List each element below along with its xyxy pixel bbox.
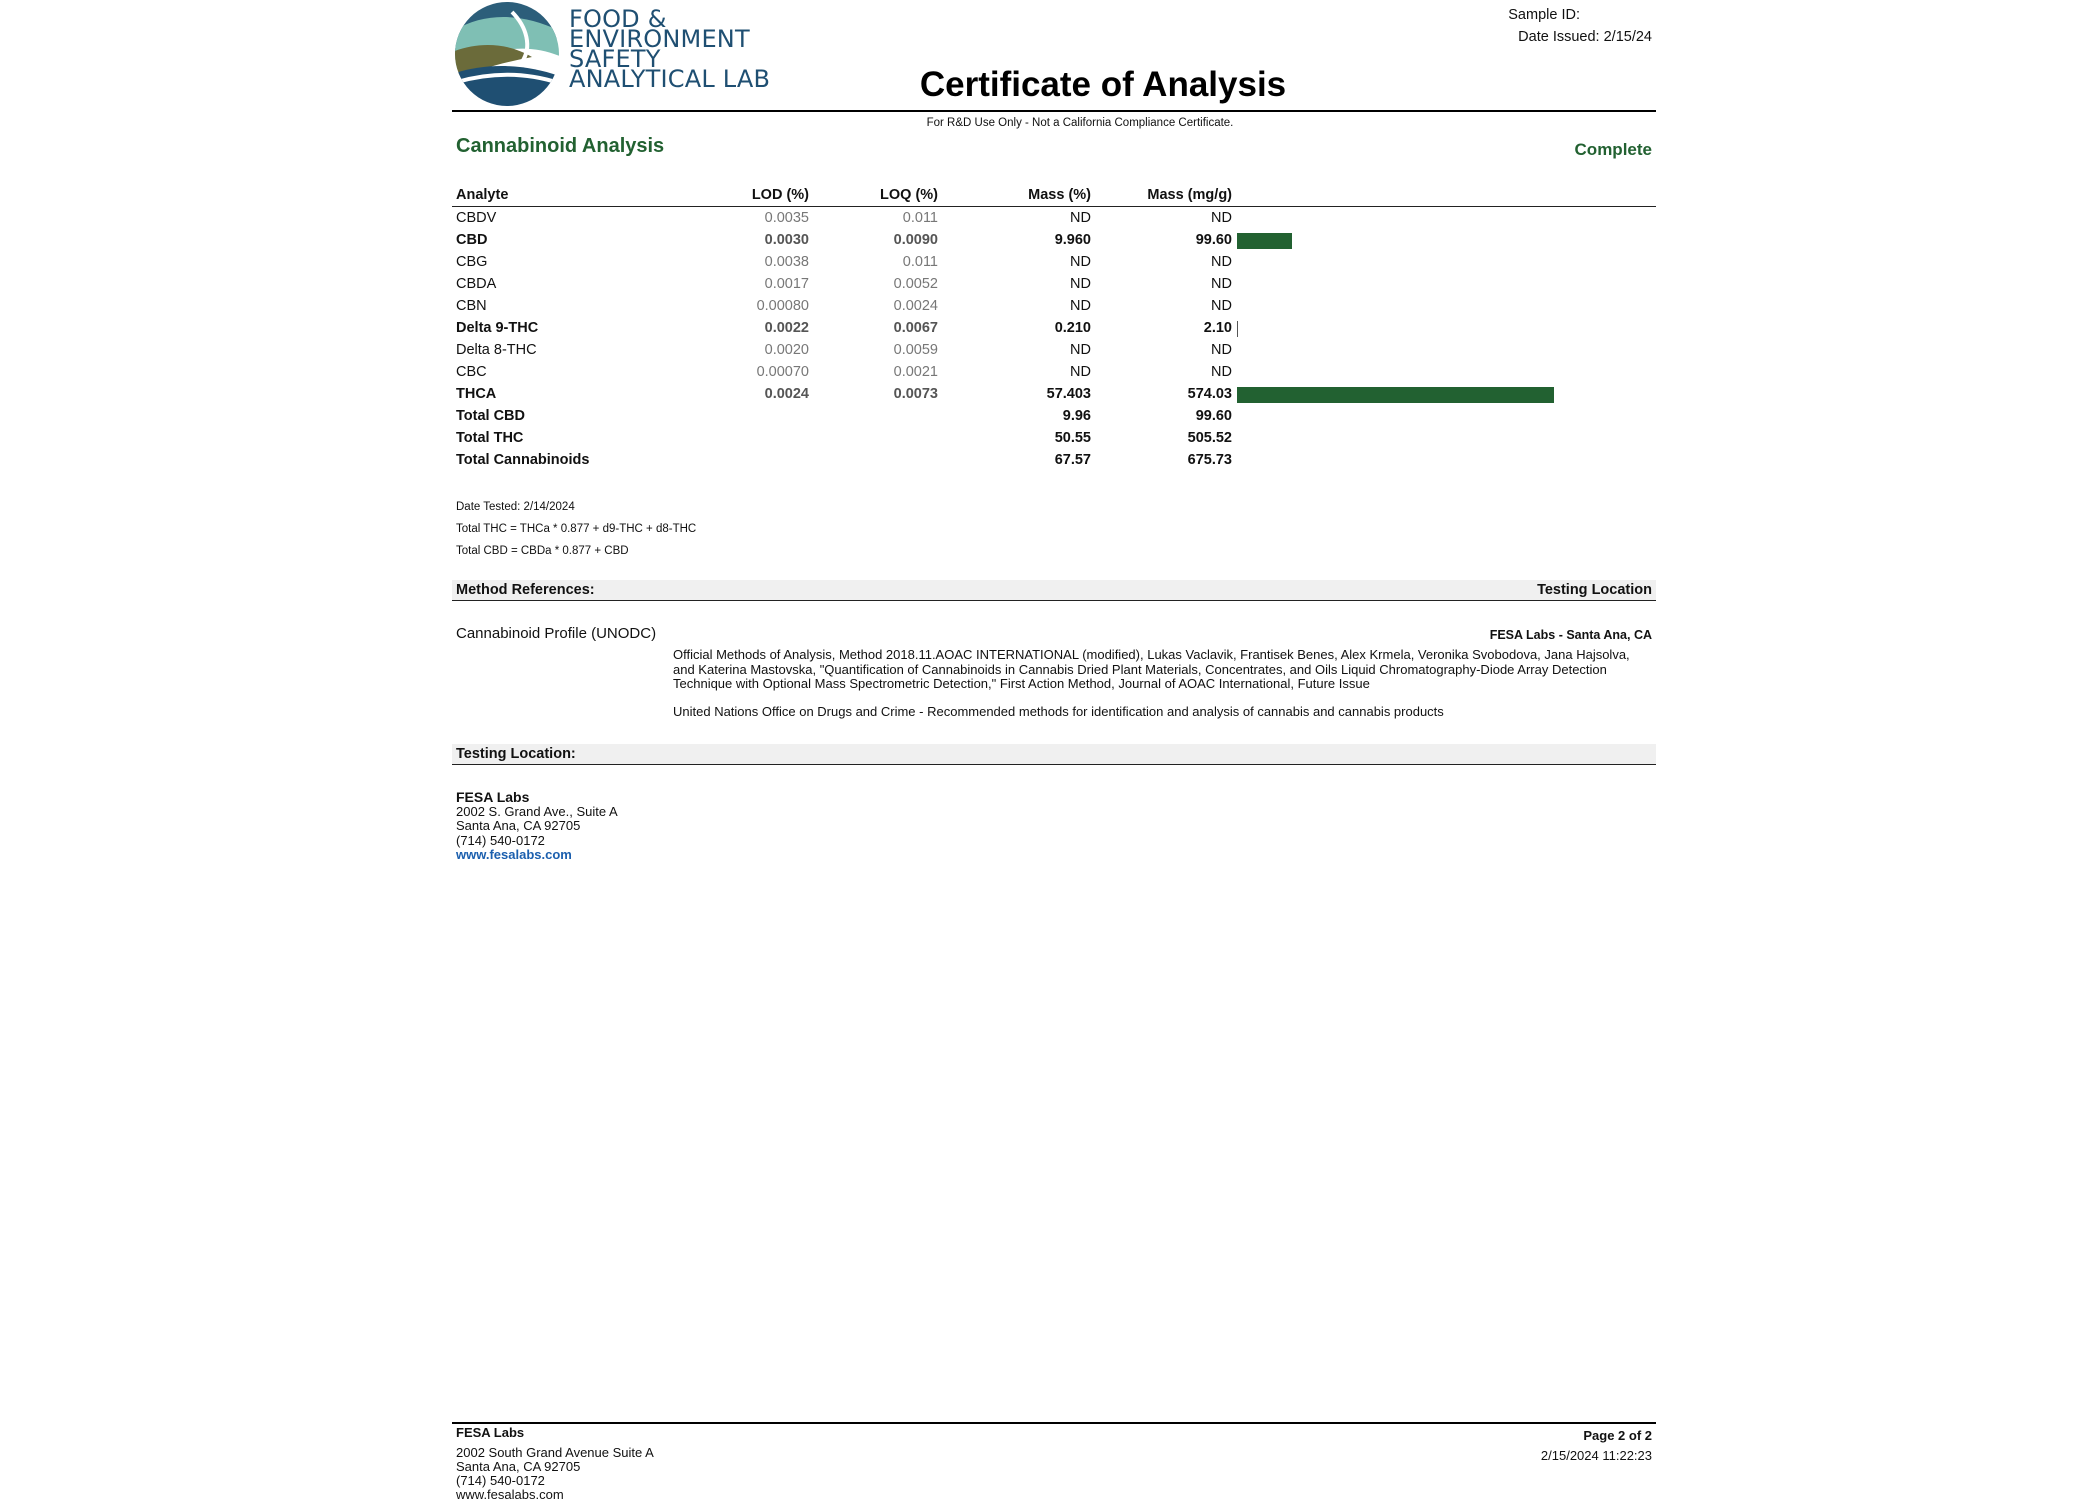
analyte-name: CBD [456, 232, 488, 248]
table-row [452, 295, 1656, 317]
date-issued: Date Issued: 2/15/24 [1518, 29, 1652, 45]
mass-pct-value: ND [1070, 298, 1091, 314]
cannabinoid-table [452, 184, 1656, 471]
thc-formula: Total THC = THCa * 0.877 + d9-THC + d8-THC [456, 523, 697, 535]
certificate-page [452, 0, 1656, 1500]
mass-pct-value: 57.403 [1046, 386, 1091, 402]
lod-value: 0.0017 [764, 276, 809, 292]
mass-mg-value: ND [1211, 342, 1232, 358]
logo-line: SAFETY [569, 45, 661, 73]
mass-mg-value: ND [1211, 276, 1232, 292]
total-row [452, 449, 1656, 471]
method-reference-2: United Nations Office on Drugs and Crime - Recommended methods for identification and analysis of cannabis and cannabis products [673, 704, 1444, 719]
testing-location-header [452, 744, 1656, 765]
footer-lab-name: FESA Labs [456, 1425, 525, 1440]
lod-value: 0.0022 [764, 320, 809, 336]
mass-pct-value: ND [1070, 254, 1091, 270]
lod-value: 0.00080 [756, 298, 809, 314]
footer-street: 2002 South Grand Avenue Suite A [456, 1445, 654, 1460]
total-mass-mg: 99.60 [1195, 408, 1232, 424]
mass-mg-value: 574.03 [1187, 386, 1232, 402]
total-row [452, 427, 1656, 449]
total-mass-pct: 67.57 [1054, 452, 1091, 468]
lod-value: 0.0020 [764, 342, 809, 358]
col-analyte: Analyte [456, 187, 509, 203]
lod-value: 0.0038 [764, 254, 809, 270]
date-tested: Date Tested: 2/14/2024 [456, 501, 575, 513]
loq-value: 0.0021 [893, 364, 938, 380]
table-row [452, 339, 1656, 361]
status-badge: Complete [1574, 140, 1652, 159]
footer-website: www.fesalabs.com [456, 1487, 564, 1502]
mass-bar [1237, 233, 1292, 249]
section-title: Cannabinoid Analysis [456, 135, 665, 157]
mass-mg-value: ND [1211, 364, 1232, 380]
footer-meta [1541, 1426, 1652, 1466]
print-timestamp: 2/15/2024 11:22:23 [1540, 1448, 1652, 1463]
loq-value: 0.011 [902, 254, 938, 270]
table-row [452, 361, 1656, 383]
lod-value: 0.0024 [764, 386, 809, 402]
loq-value: 0.0052 [893, 276, 938, 292]
analysis-notes [456, 496, 696, 562]
total-label: Total THC [456, 430, 524, 446]
compliance-note: For R&D Use Only - Not a California Compliance Certificate. [926, 117, 1234, 129]
loq-value: 0.011 [902, 210, 938, 226]
footer-city: Santa Ana, CA 92705 [456, 1459, 581, 1474]
mass-bar-track [1237, 387, 1567, 403]
total-label: Total CBD [456, 408, 526, 424]
total-mass-mg: 675.73 [1187, 452, 1232, 468]
lab-address [456, 790, 618, 863]
testing-location-label: Testing Location [1537, 582, 1652, 598]
mass-mg-value: ND [1211, 298, 1232, 314]
table-row [452, 317, 1656, 339]
mass-mg-value: ND [1211, 254, 1232, 270]
mass-pct-value: ND [1070, 364, 1091, 380]
logo-line: ANALYTICAL LAB [569, 65, 771, 93]
header-divider [452, 110, 1656, 112]
mass-pct-value: ND [1070, 210, 1091, 226]
method-references-header [452, 580, 1656, 601]
table-body [452, 207, 1656, 471]
mass-pct-value: ND [1070, 276, 1091, 292]
lab-website-link[interactable]: www.fesalabs.com [456, 847, 572, 862]
mass-pct-value: 9.960 [1054, 232, 1091, 248]
sample-id-label: Sample ID: [1508, 7, 1580, 23]
mass-mg-value: 99.60 [1195, 232, 1232, 248]
mass-pct-value: 0.210 [1054, 320, 1091, 336]
logo-line: FOOD & [569, 5, 667, 33]
total-row [452, 405, 1656, 427]
method-reference-1: Official Methods of Analysis, Method 2018.11.AOAC INTERNATIONAL (modified), Lukas Vaclavik, Frantisek Benes, Alex Krmela, Veronika Svobodova, Jana Hajsolva, and Katerina Mastovska, "Quantification of Cannabinoids in Cannabis Dried Plant Materials, Concentrates, and Oils Liquid Chromatography-Diode Array Detection Technique with Optional Mass Spectrometric Detection," First Action Method, Journal of AOAC International, Future Issue [673, 647, 1630, 691]
total-label: Total Cannabinoids [456, 452, 590, 468]
table-row [452, 251, 1656, 273]
col-mass-pct: Mass (%) [1028, 187, 1091, 203]
footer-phone: (714) 540-0172 [456, 1473, 545, 1488]
loq-value: 0.0059 [893, 342, 938, 358]
analyte-name: CBDV [456, 210, 497, 226]
logo-line: ENVIRONMENT [569, 25, 750, 53]
analyte-name: CBC [456, 364, 487, 380]
total-mass-pct: 9.96 [1062, 408, 1091, 424]
testing-location-title: Testing Location: [456, 746, 576, 762]
analyte-name: CBG [456, 254, 488, 270]
col-lod: LOD (%) [751, 187, 809, 203]
lab-street: 2002 S. Grand Ave., Suite A [456, 803, 618, 819]
footer-address [456, 1426, 654, 1502]
table-row [452, 383, 1656, 405]
analyte-name: Delta 8-THC [456, 342, 537, 358]
analyte-name: CBDA [456, 276, 497, 292]
loq-value: 0.0024 [893, 298, 938, 314]
lab-phone: (714) 540-0172 [456, 832, 545, 848]
table-row [452, 229, 1656, 251]
col-loq: LOQ (%) [880, 187, 938, 203]
table-row [452, 273, 1656, 295]
footer-divider [452, 1422, 1656, 1424]
mass-mg-value: ND [1211, 210, 1232, 226]
page-title: Certificate of Analysis [919, 65, 1287, 104]
method-name: Cannabinoid Profile (UNODC) [456, 625, 657, 642]
lab-city: Santa Ana, CA 92705 [456, 818, 581, 833]
page-number: Page 2 of 2 [1583, 1428, 1652, 1443]
table-row [452, 207, 1656, 229]
mass-bar [1237, 321, 1238, 337]
mass-mg-value: 2.10 [1203, 320, 1232, 336]
mass-bar-track [1237, 233, 1567, 249]
col-mass-mg: Mass (mg/g) [1147, 187, 1232, 203]
analyte-name: CBN [456, 298, 487, 314]
mass-bar [1237, 387, 1554, 403]
cbd-formula: Total CBD = CBDa * 0.877 + CBD [456, 545, 629, 557]
loq-value: 0.0090 [893, 232, 938, 248]
lab-name: FESA Labs [456, 789, 530, 805]
sample-info [1508, 4, 1652, 48]
loq-value: 0.0073 [893, 386, 938, 402]
analyte-name: THCA [456, 386, 497, 402]
lod-value: 0.00070 [756, 364, 809, 380]
table-header [452, 184, 1656, 207]
total-mass-pct: 50.55 [1054, 430, 1091, 446]
lod-value: 0.0035 [764, 210, 809, 226]
mass-pct-value: ND [1070, 342, 1091, 358]
analyte-name: Delta 9-THC [456, 320, 539, 336]
method-location: FESA Labs - Santa Ana, CA [1489, 628, 1652, 642]
loq-value: 0.0067 [893, 320, 938, 336]
mass-bar-track [1237, 321, 1567, 337]
method-references-label: Method References: [456, 582, 595, 598]
total-mass-mg: 505.52 [1187, 430, 1232, 446]
lod-value: 0.0030 [764, 232, 809, 248]
